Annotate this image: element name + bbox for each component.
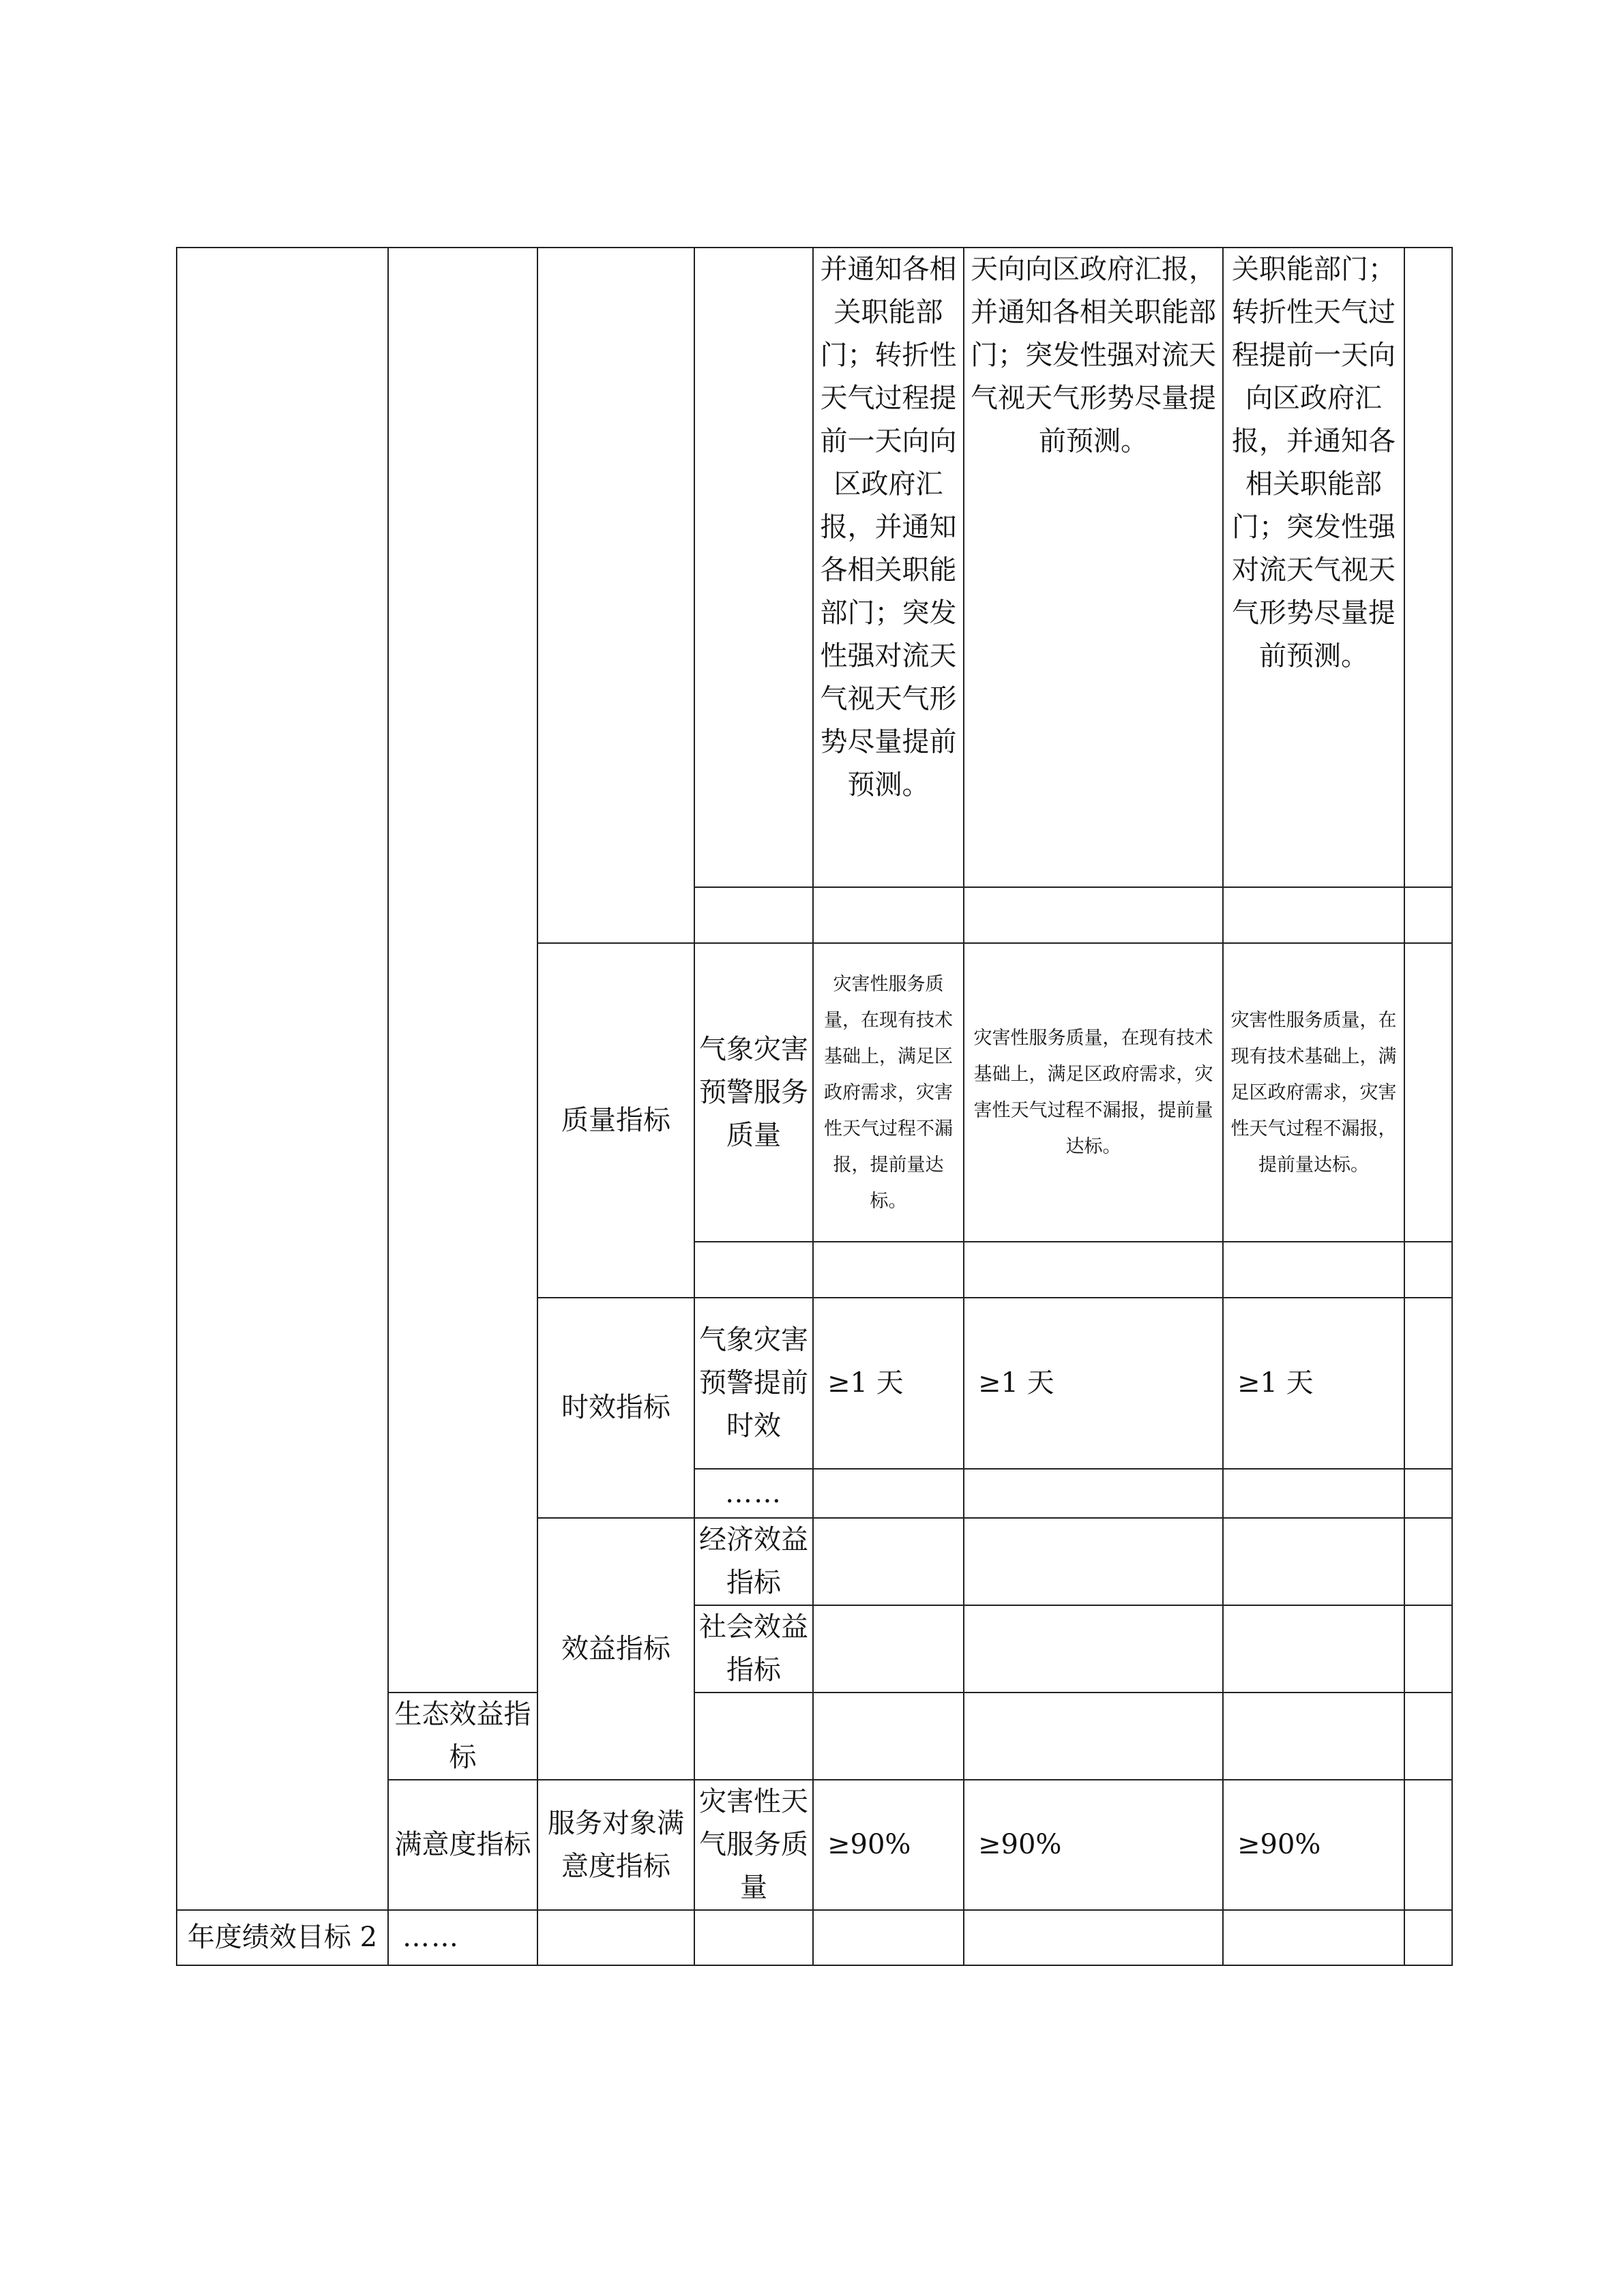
- output-indicator-cell: [388, 248, 537, 1693]
- timeliness-right-value: ≥1 天: [1223, 1298, 1404, 1469]
- benefit-level2-label: 效益指标: [537, 1518, 694, 1780]
- satisfaction-level4-label: 灾害性天气服务质量: [694, 1780, 813, 1910]
- empty-cell: [964, 1605, 1223, 1693]
- satisfaction-mid-value: ≥90%: [964, 1780, 1223, 1910]
- goal-2-label: 年度绩效目标 2: [177, 1910, 388, 1965]
- quality-level3-label: 质量指标: [537, 943, 694, 1298]
- empty-cell: [1404, 1518, 1452, 1605]
- satisfaction-plan-value: ≥90%: [813, 1780, 964, 1910]
- satisfaction-level3-label: 服务对象满意度指标: [537, 1780, 694, 1910]
- empty-cell: [813, 1910, 964, 1965]
- empty-cell: [1223, 1910, 1404, 1965]
- timeliness-mid-value: ≥1 天: [964, 1298, 1223, 1469]
- empty-cell: [1404, 1242, 1452, 1298]
- empty-cell: [1404, 943, 1452, 1242]
- goal-2-ellipsis: ……: [388, 1910, 537, 1965]
- empty-cell: [694, 1693, 813, 1780]
- empty-cell: [1223, 887, 1404, 943]
- empty-cell: [1223, 1605, 1404, 1693]
- empty-cell: [1404, 1693, 1452, 1780]
- empty-cell: [1404, 1605, 1452, 1693]
- economic-benefit-label: 经济效益指标: [694, 1518, 813, 1605]
- ecological-benefit-label: 生态效益指标: [388, 1693, 537, 1780]
- empty-cell: [813, 1518, 964, 1605]
- empty-cell: [1404, 248, 1452, 887]
- empty-cell: [964, 1518, 1223, 1605]
- quality-plan-text: 灾害性服务质量，在现有技术基础上，满足区政府需求，灾害性天气过程不漏报，提前量达标。: [813, 943, 964, 1242]
- empty-cell: [1223, 1693, 1404, 1780]
- quality-level4-label: 气象灾害预警服务质量: [694, 943, 813, 1242]
- empty-cell: [537, 1910, 694, 1965]
- goal-1-cell: [177, 248, 388, 1910]
- empty-cell: [813, 1605, 964, 1693]
- social-benefit-label: 社会效益指标: [694, 1605, 813, 1693]
- performance-indicator-table: [176, 247, 1453, 1966]
- table-row: [177, 248, 1452, 887]
- empty-cell: [813, 887, 964, 943]
- empty-cell: [964, 1693, 1223, 1780]
- empty-cell: [1223, 1242, 1404, 1298]
- empty-cell: [964, 1242, 1223, 1298]
- empty-cell: [1404, 1910, 1452, 1965]
- quantity-level3-cell: [537, 248, 694, 943]
- table-row: [177, 1910, 1452, 1965]
- empty-cell: [694, 887, 813, 943]
- quantity-level4-cell: [694, 248, 813, 887]
- empty-cell: [813, 1242, 964, 1298]
- empty-cell: [964, 1910, 1223, 1965]
- empty-cell: [813, 1693, 964, 1780]
- empty-cell: [1404, 1780, 1452, 1910]
- quantity-mid-text: 天向向区政府汇报，并通知各相关职能部门；突发性强对流天气视天气形势尽量提前预测。: [964, 248, 1223, 887]
- quality-right-text: 灾害性服务质量，在现有技术基础上，满足区政府需求，灾害性天气过程不漏报，提前量达标。: [1223, 943, 1404, 1242]
- satisfaction-right-value: ≥90%: [1223, 1780, 1404, 1910]
- empty-cell: [1223, 1469, 1404, 1518]
- quantity-right-text: 关职能部门；转折性天气过程提前一天向向区政府汇报，并通知各相关职能部门；突发性强对流天气视天气形势尽量提前预测。: [1223, 248, 1404, 887]
- empty-cell: [964, 1469, 1223, 1518]
- empty-cell: [1223, 1518, 1404, 1605]
- empty-cell: [1404, 1469, 1452, 1518]
- timeliness-plan-value: ≥1 天: [813, 1298, 964, 1469]
- empty-cell: [813, 1469, 964, 1518]
- quantity-plan-text: 并通知各相关职能部门；转折性天气过程提前一天向向区政府汇报，并通知各相关职能部门；突发性强对流天气视天气形势尽量提前预测。: [813, 248, 964, 887]
- timeliness-level4-label: 气象灾害预警提前时效: [694, 1298, 813, 1469]
- empty-cell: [1404, 887, 1452, 943]
- empty-cell: [694, 1242, 813, 1298]
- satisfaction-level2-label: 满意度指标: [388, 1780, 537, 1910]
- empty-cell: [694, 1910, 813, 1965]
- empty-cell: [964, 887, 1223, 943]
- timeliness-ellipsis: ……: [694, 1469, 813, 1518]
- timeliness-level3-label: 时效指标: [537, 1298, 694, 1518]
- empty-cell: [1404, 1298, 1452, 1469]
- quality-mid-text: 灾害性服务质量，在现有技术基础上，满足区政府需求，灾害性天气过程不漏报，提前量达标。: [964, 943, 1223, 1242]
